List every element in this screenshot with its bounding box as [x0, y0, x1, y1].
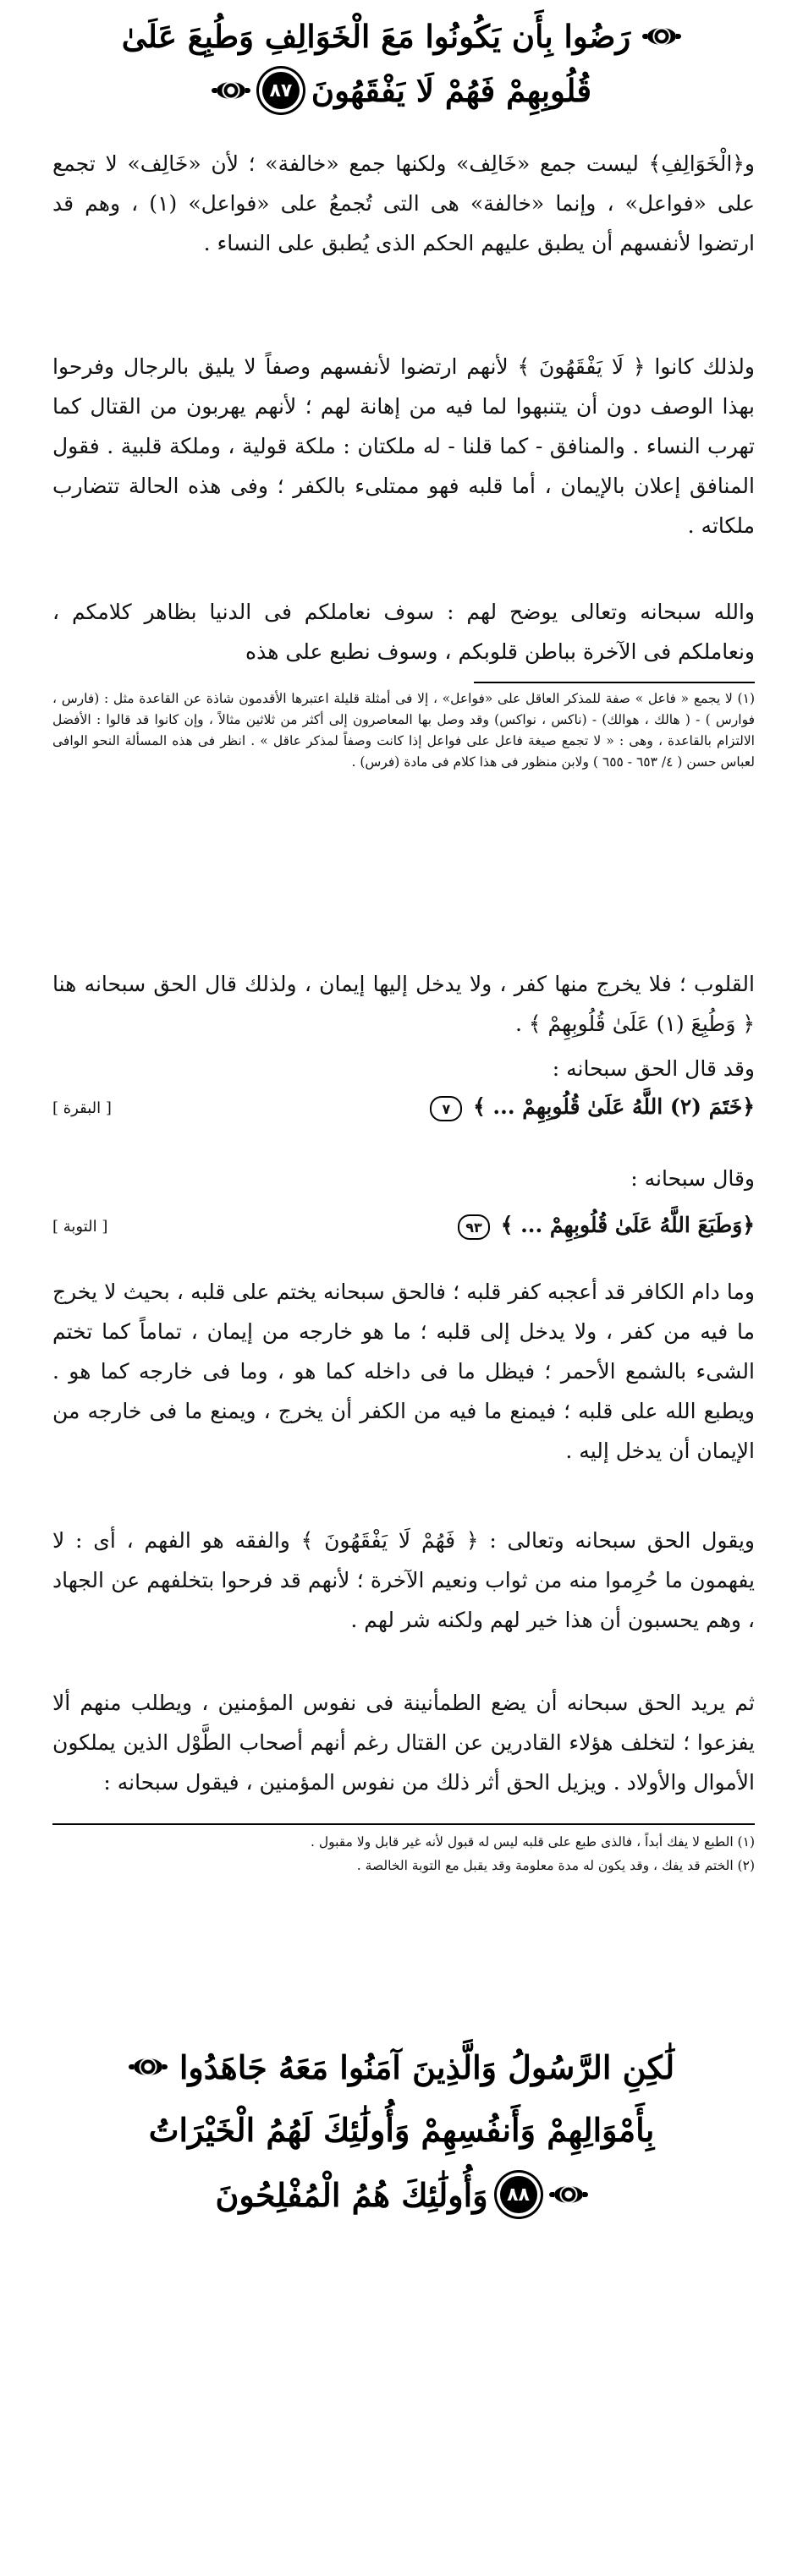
verse-ornament-icon	[549, 2183, 588, 2206]
footnote: (١) الطبع لا يفك أبداً ، فالذى طبع على قلبه ليس له قبول لأنه غير قابل ولا مقبول .	[310, 1834, 755, 1850]
verse-87-line-1: رَضُوا بِأَن يَكُونُوا مَعَ الْخَوَالِفِ وَطُبِعَ عَلَىٰ	[121, 18, 631, 55]
verse-88-line-1: لَٰكِنِ الرَّسُولُ وَالَّذِينَ آمَنُوا مَعَهُ جَاهَدُوا	[179, 2047, 675, 2086]
paragraph: وقد قال الحق سبحانه :	[552, 1056, 755, 1081]
surah-reference: [ البقرة ]	[52, 1099, 112, 1117]
verse-88-line-2: بِأَمْوَالِهِمْ وَأَنفُسِهِمْ وَأُولَٰئِكَ لَهُمُ الْخَيْرَاتُ	[148, 2110, 655, 2149]
quote-text: ﴿خَتَمَ (٢) اللَّهُ عَلَىٰ قُلُوبِهِمْ ... ﴾	[473, 1093, 755, 1119]
verse-88-header	[0, 2036, 803, 2228]
verse-ornament-icon	[212, 79, 250, 102]
ayah-number-badge: ٧	[430, 1096, 462, 1121]
paragraph: والله سبحانه وتعالى يوضح لهم : سوف نعاملكم فى الدنيا بظاهر كلامكم ، ونعاملكم فى الآخرة بباطن قلوبكم ، وسوف نطبع على هذه	[52, 600, 755, 664]
ayah-number-badge: ٩٣	[458, 1214, 490, 1240]
ayah-number-badge: ٨٨	[500, 2176, 537, 2213]
paragraph: ولذلك كانوا ﴿ لَا يَفْقَهُونَ ﴾ لأنهم ارتضوا لأنفسهم وصفاً لا يليق بالرجال وفرحوا بهذا الوصف دون أن يتنبهوا لما فيه من إهانة لهم ؛ لأنهم يهربون من القتال كما تهرب النساء . والمنافق - كما قلنا - له ملكتان : ملكة قولية ، وملكة قلبية . فقول المنافق إعلان بالإيمان ، أما قلبه فهو ممتلىء بالكفر ؛ وفى هذه الحالة تتضارب ملكاته .	[52, 354, 755, 538]
paragraph: ويقول الحق سبحانه وتعالى : ﴿ فَهُمْ لَا يَفْقَهُونَ ﴾ والفقه هو الفهم ، أى : لا يفهمون ما حُرِموا منه من ثواب ونعيم الآخرة ؛ لأنهم قد فرحوا بتخلفهم عن الجهاد ، وهم يحسبون أن هذا خير لهم ولكنه شر لهم .	[52, 1528, 755, 1632]
paragraph: ثم يريد الحق سبحانه أن يضع الطمأنينة فى نفوس المؤمنين ، ويطلب منهم ألا يفزعوا ؛ لتخلف هؤلاء القادرين عن القتال رغم أنهم أصحاب الطَّوْل الذين يملكون الأموال والأولاد . ويزيل الحق أثر ذلك من نفوس المؤمنين ، فيقول سبحانه :	[52, 1691, 755, 1795]
verse-87-line-2: قُلُوبِهِمْ فَهُمْ لَا يَفْقَهُونَ	[311, 72, 592, 109]
footnote-divider	[474, 682, 755, 683]
footnote-divider	[52, 1823, 755, 1825]
quran-quote	[52, 1204, 755, 1248]
ayah-number-badge: ٨٧	[262, 72, 300, 109]
quote-text: ﴿وَطَبَعَ اللَّهُ عَلَىٰ قُلُوبِهِمْ ... ﴾	[500, 1212, 755, 1237]
footnote: (٢) الختم قد يفك ، وقد يكون له مدة معلومة وقد يقبل مع التوبة الخالصة .	[356, 1858, 755, 1873]
surah-reference: [ التوبة ]	[52, 1217, 108, 1236]
paragraph: و﴿الْخَوَالِفِ﴾ ليست جمع «خَالِف» ولكنها جمع «خالفة» ؛ لأن «خَالِف» لا تجمع على «فواعل» ، وإنما «خالفة» هى التى تُجمعُ على «فواعل» (١) ، وهم قد ارتضوا لأنفسهم أن يطبق عليهم الحكم الذى يُطبق على النساء .	[52, 151, 755, 255]
paragraph: القلوب ؛ فلا يخرج منها كفر ، ولا يدخل إليها إيمان ، ولذلك قال الحق سبحانه هنا ﴿ وَطُبِعَ (١) عَلَىٰ قُلُوبِهِمْ ﴾ .	[52, 972, 755, 1036]
verse-87-header	[0, 10, 803, 118]
verse-ornament-icon	[129, 2055, 168, 2079]
paragraph: وقال سبحانه :	[630, 1166, 755, 1191]
verse-88-line-3: وَأُولَٰئِكَ هُمُ الْمُفْلِحُونَ	[215, 2175, 488, 2214]
verse-ornament-icon	[642, 25, 681, 48]
quran-quote	[52, 1086, 755, 1130]
footnote: (١) لا يجمع « فاعل » صفة للمذكر العاقل على «فواعل» ، إلا فى أمثلة قليلة اعتبرها الأقدمون شاذة عن القاعدة مثل : (فارس ، فوارس ) - ( هالك ، هوالك) - (ناكس ، نواكس) وقد وصل بها المعاصرون إلى أكثر من ثلاثين مثالاً ، وإن كانوا قد قالوا : الأفضل الالتزام بالقاعدة ، وهى : « لا تجمع صيغة فاعل على فواعل إذا كانت وصفاً لمذكر عاقل » . انظر فى هذه المسألة النحو الوافى لعباس حسن ( ٤/ ٦٥٣ - ٦٥٥ ) ولابن منظور فى هذا كلام فى مادة (فرس) .	[52, 691, 755, 770]
paragraph: وما دام الكافر قد أعجبه كفر قلبه ؛ فالحق سبحانه يختم على قلبه ، بحيث لا يخرج ما فيه من كفر ، ولا يدخل إلى قلبه ؛ ما هو خارجه من إيمان ، تماماً كما تختم الشىء بالشمع الأحمر ؛ فيظل ما فى داخله كما هو ، وما فى خارجه كما هو . ويطبع الله على قلبه ؛ فيمنع ما فيه من الكفر أن يخرج ، ويمنع ما فى خارجه من الإيمان أن يدخل إليه .	[52, 1280, 755, 1463]
